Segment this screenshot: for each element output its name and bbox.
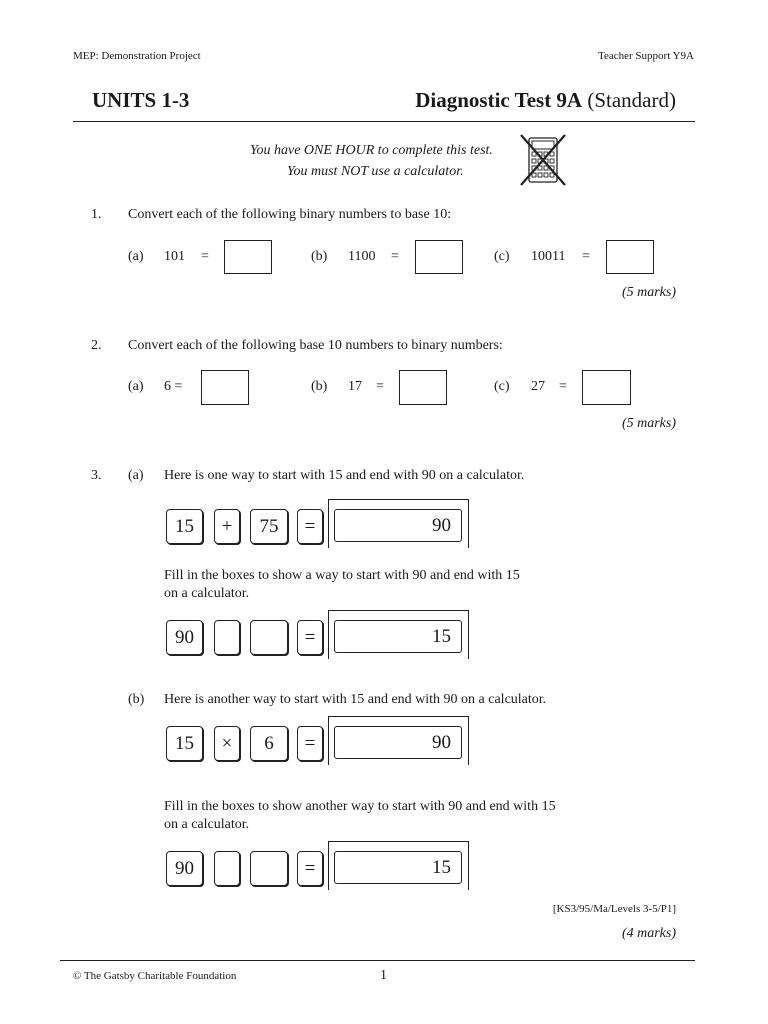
q2a-value: 6 =: [164, 379, 183, 394]
q3a-answer-key-90: 90: [166, 620, 203, 655]
header-project: MEP: Demonstration Project: [73, 50, 201, 62]
footer-rule: [60, 960, 695, 961]
q3-number: 3.: [91, 468, 102, 483]
test-title: [415, 88, 676, 113]
q2c-label: (c): [494, 379, 510, 394]
q3a-text: Here is one way to start with 15 and end with 90 on a calculator.: [164, 468, 525, 483]
q1b-value: 1100: [348, 249, 376, 264]
q2b-value: 17: [348, 379, 362, 394]
q1a-value: 101: [164, 249, 185, 264]
q2c-equals: =: [559, 379, 567, 394]
test-title-rest: (Standard): [582, 88, 676, 112]
instruction-calculator: You must NOT use a calculator.: [287, 164, 464, 179]
q3a-answer-number-box[interactable]: [250, 620, 288, 655]
units-title: UNITS 1-3: [92, 88, 190, 112]
q1-text: Convert each of the following binary numbers to base 10:: [128, 207, 452, 222]
q1a-equals: =: [201, 249, 209, 264]
q1a-label: (a): [128, 249, 144, 264]
q3-marks: (4 marks): [621, 926, 676, 941]
test-title-bold: Diagnostic Test 9A: [415, 88, 583, 112]
q1a-answer-box[interactable]: [224, 240, 272, 274]
q1b-equals: =: [391, 249, 399, 264]
instruction-time: You have ONE HOUR to complete this test.: [250, 143, 493, 158]
q3b-example-key-6: 6: [250, 726, 288, 761]
question-reference: [KS3/95/Ma/Levels 3-5/P1]: [552, 903, 676, 915]
q3b-answer-display: 15: [334, 851, 462, 884]
q1c-value: 10011: [531, 249, 566, 264]
q2-number: 2.: [91, 338, 102, 353]
q3b-example-key-equals: =: [297, 726, 323, 761]
title-rule: [73, 121, 695, 122]
q1-number: 1.: [91, 207, 102, 222]
q2c-answer-box[interactable]: [582, 370, 631, 405]
q1-marks: (5 marks): [621, 285, 676, 300]
q3a-fill-line1: Fill in the boxes to show a way to start with 90 and end with 15: [164, 568, 520, 583]
q2a-label: (a): [128, 379, 144, 394]
q2b-answer-box[interactable]: [399, 370, 447, 405]
q3b-answer-key-90: 90: [166, 851, 203, 886]
q1c-equals: =: [582, 249, 590, 264]
q3b-answer-number-box[interactable]: [250, 851, 288, 886]
q2b-equals: =: [376, 379, 384, 394]
q3b-example-key-multiply: ×: [214, 726, 240, 761]
no-calculator-icon: [519, 133, 567, 187]
q1b-label: (b): [311, 249, 328, 264]
q3a-answer-display: 15: [334, 620, 462, 653]
header-support: Teacher Support Y9A: [598, 50, 694, 62]
q3a-label: (a): [128, 468, 144, 483]
q2c-value: 27: [531, 379, 545, 394]
q2-marks: (5 marks): [621, 416, 676, 431]
q1c-answer-box[interactable]: [606, 240, 654, 274]
q1c-label: (c): [494, 249, 510, 264]
q3a-example-key-plus: +: [214, 509, 240, 544]
q3b-fill-line2: on a calculator.: [164, 817, 250, 832]
q3b-text: Here is another way to start with 15 and end with 90 on a calculator.: [164, 692, 547, 707]
q3a-answer-key-equals: =: [297, 620, 323, 655]
page-number: 1: [380, 968, 387, 983]
q3a-fill-line2: on a calculator.: [164, 586, 250, 601]
q3a-example-key-75: 75: [250, 509, 288, 544]
q2a-answer-box[interactable]: [201, 370, 249, 405]
q1b-answer-box[interactable]: [415, 240, 463, 274]
q3a-answer-operation-box[interactable]: [214, 620, 240, 655]
q3b-answer-operation-box[interactable]: [214, 851, 240, 886]
q3b-label: (b): [128, 692, 145, 707]
q3b-answer-key-equals: =: [297, 851, 323, 886]
q3a-example-key-equals: =: [297, 509, 323, 544]
q3b-example-key-15: 15: [166, 726, 203, 761]
q3a-example-key-15: 15: [166, 509, 203, 544]
q3a-example-display: 90: [334, 509, 462, 542]
q2b-label: (b): [311, 379, 328, 394]
q3b-fill-line1: Fill in the boxes to show another way to start with 90 and end with 15: [164, 799, 556, 814]
footer-copyright: © The Gatsby Charitable Foundation: [73, 970, 237, 982]
q2-text: Convert each of the following base 10 numbers to binary numbers:: [128, 338, 503, 353]
q3b-example-display: 90: [334, 726, 462, 759]
